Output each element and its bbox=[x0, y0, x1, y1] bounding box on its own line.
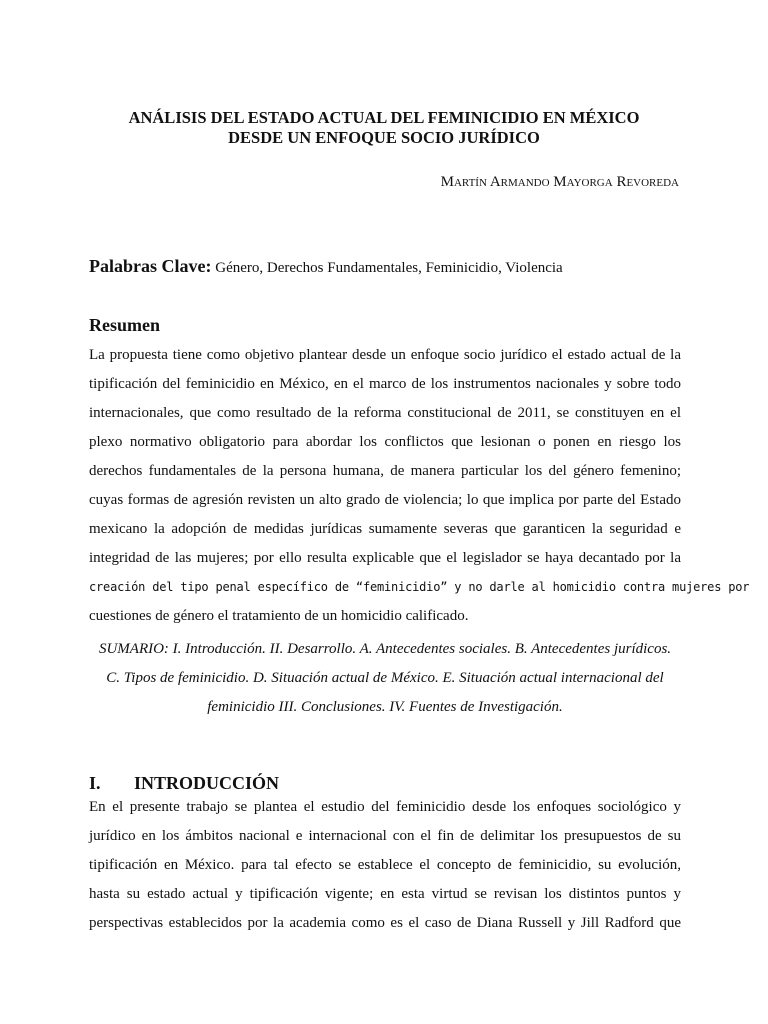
abstract-line: integridad de las mujeres; por ello resulta explicable que el legislador se haya decantado por la bbox=[89, 550, 681, 566]
abstract-line: tipificación del feminicidio en México, en el marco de los instrumentos nacionales y sobre todo bbox=[89, 376, 681, 392]
abstract-line: cuyas formas de agresión revisten un alto grado de violencia; lo que implica por parte del Estado bbox=[89, 492, 681, 508]
introduction-line: perspectivas establecidos por la academia como es el caso de Diana Russell y Jill Radford que bbox=[89, 915, 681, 931]
abstract-line: mexicano la adopción de medidas jurídicas sumamente severas que garanticen la seguridad e bbox=[89, 521, 681, 537]
summary-line: SUMARIO: I. Introducción. II. Desarrollo. A. Antecedentes sociales. B. Antecedentes jurídicos. bbox=[98, 641, 672, 657]
summary-line: feminicidio III. Conclusiones. IV. Fuentes de Investigación. bbox=[207, 699, 563, 715]
introduction-heading bbox=[89, 773, 279, 794]
abstract-body bbox=[89, 341, 750, 631]
abstract-line: plexo normativo obligatorio para abordar los conflictos que lesionan o ponen en riesgo los bbox=[89, 434, 681, 450]
paper-title bbox=[88, 108, 680, 148]
introduction-line: En el presente trabajo se plantea el estudio del feminicidio desde los enfoques sociológico y bbox=[89, 799, 681, 815]
title-line: DESDE UN ENFOQUE SOCIO JURÍDICO bbox=[228, 128, 540, 147]
section-title: INTRODUCCIÓN bbox=[134, 773, 280, 793]
summary-block bbox=[89, 635, 681, 722]
summary-line: C. Tipos de feminicidio. D. Situación actual de México. E. Situación actual internacional del bbox=[106, 670, 664, 686]
introduction-line: tipificación en México. para tal efecto se establece el concepto de feminicidio, su evolución, bbox=[89, 857, 681, 873]
abstract-heading: Resumen bbox=[89, 315, 160, 335]
abstract-line: cuestiones de género el tratamiento de un homicidio calificado. bbox=[89, 608, 469, 624]
abstract-line: internacionales, que como resultado de la reforma constitucional de 2011, se constituyen en el bbox=[89, 405, 681, 421]
abstract-line: La propuesta tiene como objetivo plantear desde un enfoque socio jurídico el estado actual de la bbox=[89, 347, 681, 363]
introduction-body bbox=[89, 793, 681, 938]
author-name: Martín Armando Mayorga Revoreda bbox=[440, 174, 679, 190]
abstract-line: creación del tipo penal específico de “feminicidio” y no darle al homicidio contra mujeres por bbox=[89, 580, 750, 594]
abstract-line: derechos fundamentales de la persona humana, de manera particular los del género femenino; bbox=[89, 463, 681, 479]
introduction-line: hasta su estado actual y tipificación vigente; en esta virtud se revisan los distintos puntos y bbox=[89, 886, 681, 902]
keywords-row bbox=[89, 256, 681, 277]
introduction-line: jurídico en los ámbitos nacional e internacional con el fin de delimitar los presupuestos de su bbox=[89, 828, 681, 844]
section-number: I. bbox=[89, 773, 101, 793]
keywords-label: Palabras Clave: bbox=[89, 256, 212, 276]
keywords-value: Género, Derechos Fundamentales, Feminicidio, Violencia bbox=[215, 260, 563, 276]
title-line: ANÁLISIS DEL ESTADO ACTUAL DEL FEMINICIDIO EN MÉXICO bbox=[128, 108, 640, 127]
